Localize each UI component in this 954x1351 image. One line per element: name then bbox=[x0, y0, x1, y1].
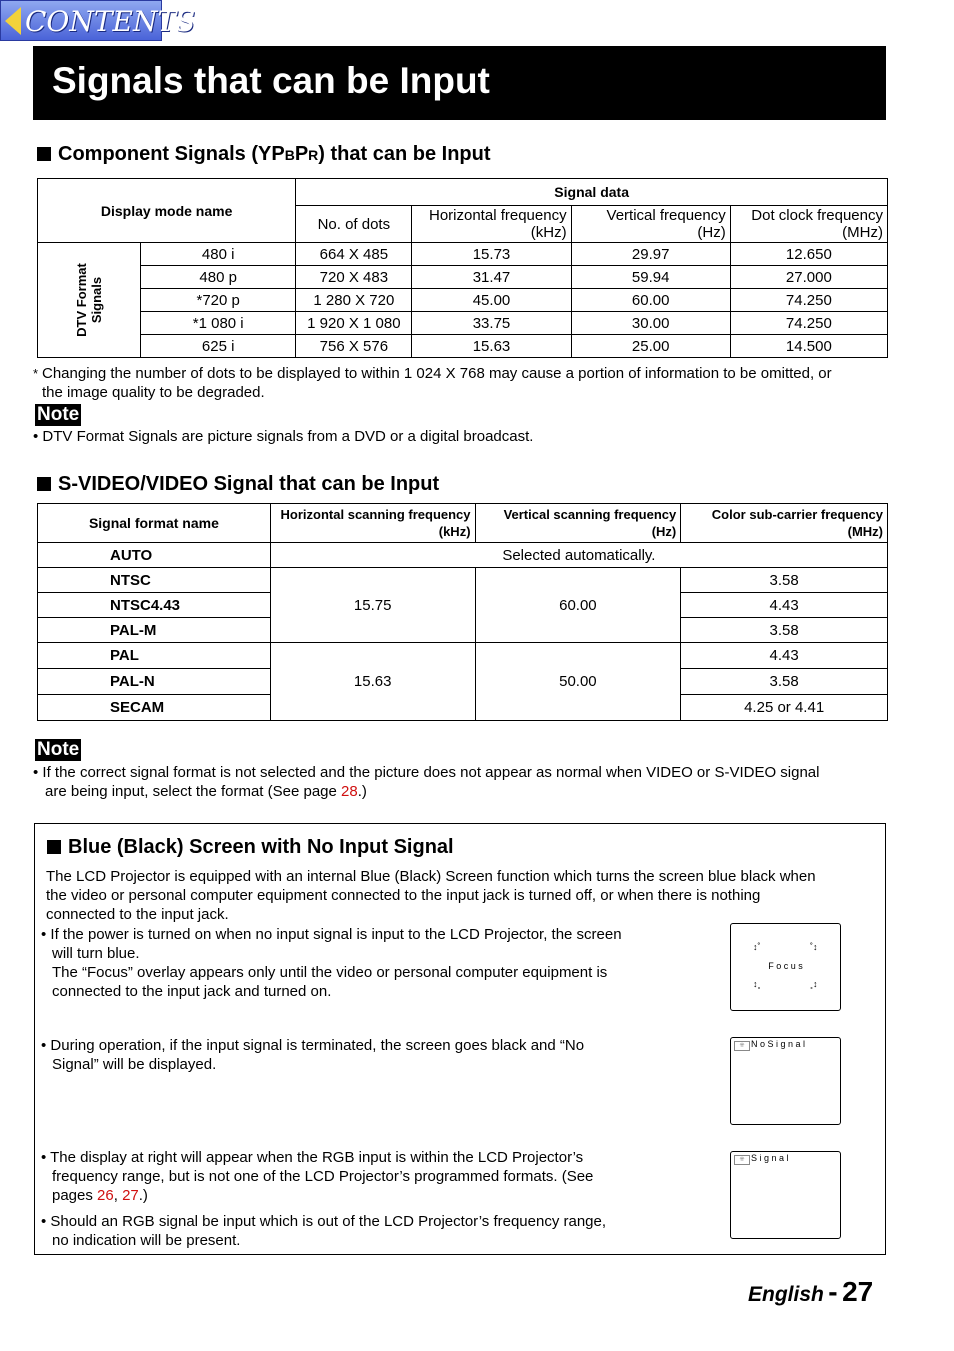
table-row: AUTO Selected automatically. bbox=[38, 543, 888, 568]
corner-marker-icon: ↕˚ bbox=[753, 942, 761, 952]
corner-marker-icon: ˳↕ bbox=[810, 979, 818, 989]
header-display-mode: Display mode name bbox=[38, 179, 296, 243]
note-text-2: • If the correct signal format is not selected and the picture does not appear as normal when VIDEO or S-VIDEO signal are being input, select the format (See page 28.) bbox=[33, 764, 820, 800]
table-row: PAL-M 3.58 bbox=[38, 618, 888, 643]
bullet-out-of-range: • Should an RGB signal be input which is out of the LCD Projector’s frequency range, no indication will be present. bbox=[41, 1213, 607, 1249]
blue-screen-box bbox=[34, 823, 886, 1255]
square-bullet-icon bbox=[47, 840, 61, 854]
header-h-scan: Horizontal scanning frequency (kHz) bbox=[270, 504, 475, 543]
contents-label: CONTENTS bbox=[25, 5, 196, 38]
header-vfreq: Vertical frequency (Hz) bbox=[571, 206, 730, 243]
svideo-heading: S-VIDEO/VIDEO Signal that can be Input bbox=[37, 473, 439, 496]
table-row: *1 080 i 1 920 X 1 080 33.75 30.00 74.250 bbox=[38, 312, 888, 335]
table-row: NTSC 15.75 60.00 3.58 bbox=[38, 568, 888, 593]
contents-button[interactable] bbox=[0, 0, 196, 41]
table-row: DTV Format Signals 480 i 664 X 485 15.73 29.97 12.650 bbox=[38, 243, 888, 266]
header-dots: No. of dots bbox=[296, 206, 412, 243]
table-row: 625 i 756 X 576 15.63 25.00 14.500 bbox=[38, 335, 888, 358]
page-link-26[interactable]: 26 bbox=[97, 1187, 114, 1204]
page-footer: English - 27 bbox=[748, 1276, 874, 1307]
table-row: SECAM 4.25 or 4.41 bbox=[38, 695, 888, 721]
square-bullet-icon bbox=[37, 147, 51, 161]
header-signal-format: Signal format name bbox=[38, 504, 271, 543]
bullet-signal: • The display at right will appear when the RGB input is within the LCD Projector’s frequency range, but is not one of the LCD Projector’s programmed formats. (See pages 26, 27.) bbox=[41, 1149, 594, 1204]
title-bar bbox=[33, 46, 886, 120]
input-indicator-icon: ⁜ bbox=[734, 1155, 750, 1165]
table-row: 480 p 720 X 483 31.47 59.94 27.000 bbox=[38, 266, 888, 289]
note-badge-2: Note bbox=[37, 739, 80, 760]
table-row: *720 p 1 280 X 720 45.00 60.00 74.250 bbox=[38, 289, 888, 312]
header-dotclock: Dot clock frequency (MHz) bbox=[730, 206, 887, 243]
no-signal-screen-illustration: ⁜ N o S i g n a l bbox=[730, 1037, 841, 1125]
note-badge-1: Note bbox=[37, 404, 80, 425]
note-text-1: • DTV Format Signals are picture signals from a DVD or a digital broadcast. bbox=[33, 428, 534, 445]
table-row: PAL 15.63 50.00 4.43 bbox=[38, 643, 888, 669]
page-number: 27 bbox=[842, 1276, 874, 1307]
corner-marker-icon: ↕˳ bbox=[753, 979, 761, 989]
square-bullet-icon bbox=[37, 477, 51, 491]
table-row: PAL-N 3.58 bbox=[38, 669, 888, 695]
focus-screen-illustration: ↕˚ ˚↕ ↕˳ ˳↕ F o c u s bbox=[730, 923, 841, 1011]
page-link-28[interactable]: 28 bbox=[341, 783, 358, 800]
page-link-27[interactable]: 27 bbox=[122, 1187, 139, 1204]
component-heading: Component Signals (YPBPR) that can be Input bbox=[37, 143, 491, 166]
header-v-scan: Vertical scanning frequency (Hz) bbox=[475, 504, 681, 543]
dtv-group-label: DTV Format Signals bbox=[38, 243, 141, 358]
bullet-focus: • If the power is turned on when no input signal is input to the LCD Projector, the screen will turn blue. The “Focus” overlay appears only until the video or personal computer equipment is connected to the input jack and turned on. bbox=[41, 926, 622, 1000]
svideo-table bbox=[37, 503, 888, 721]
component-footnote: * Changing the number of dots to be displayed to within 1 024 X 768 may cause a portion of information to be omitted, or the image quality to be degraded. bbox=[33, 365, 832, 401]
header-hfreq: Horizontal frequency (kHz) bbox=[412, 206, 571, 243]
back-arrow-icon bbox=[5, 7, 21, 35]
signal-screen-illustration: ⁜ S i g n a l bbox=[730, 1151, 841, 1239]
input-indicator-icon: ⁜ bbox=[734, 1041, 750, 1051]
page-title: Signals that can be Input bbox=[52, 60, 490, 101]
bullet-no-signal: • During operation, if the input signal is terminated, the screen goes black and “No Signal” will be displayed. bbox=[41, 1037, 585, 1073]
table-row: NTSC4.43 4.43 bbox=[38, 593, 888, 618]
component-table bbox=[37, 178, 888, 358]
blue-screen-intro: The LCD Projector is equipped with an internal Blue (Black) Screen function which turns the screen blue black when the video or personal computer equipment connected to the input jack is turned off, or when there is nothing connected to the input jack. bbox=[46, 868, 816, 923]
header-signal-data: Signal data bbox=[296, 179, 888, 206]
corner-marker-icon: ˚↕ bbox=[810, 942, 818, 952]
header-color-sub: Color sub-carrier frequency (MHz) bbox=[681, 504, 888, 543]
blue-screen-heading: Blue (Black) Screen with No Input Signal bbox=[47, 836, 454, 859]
